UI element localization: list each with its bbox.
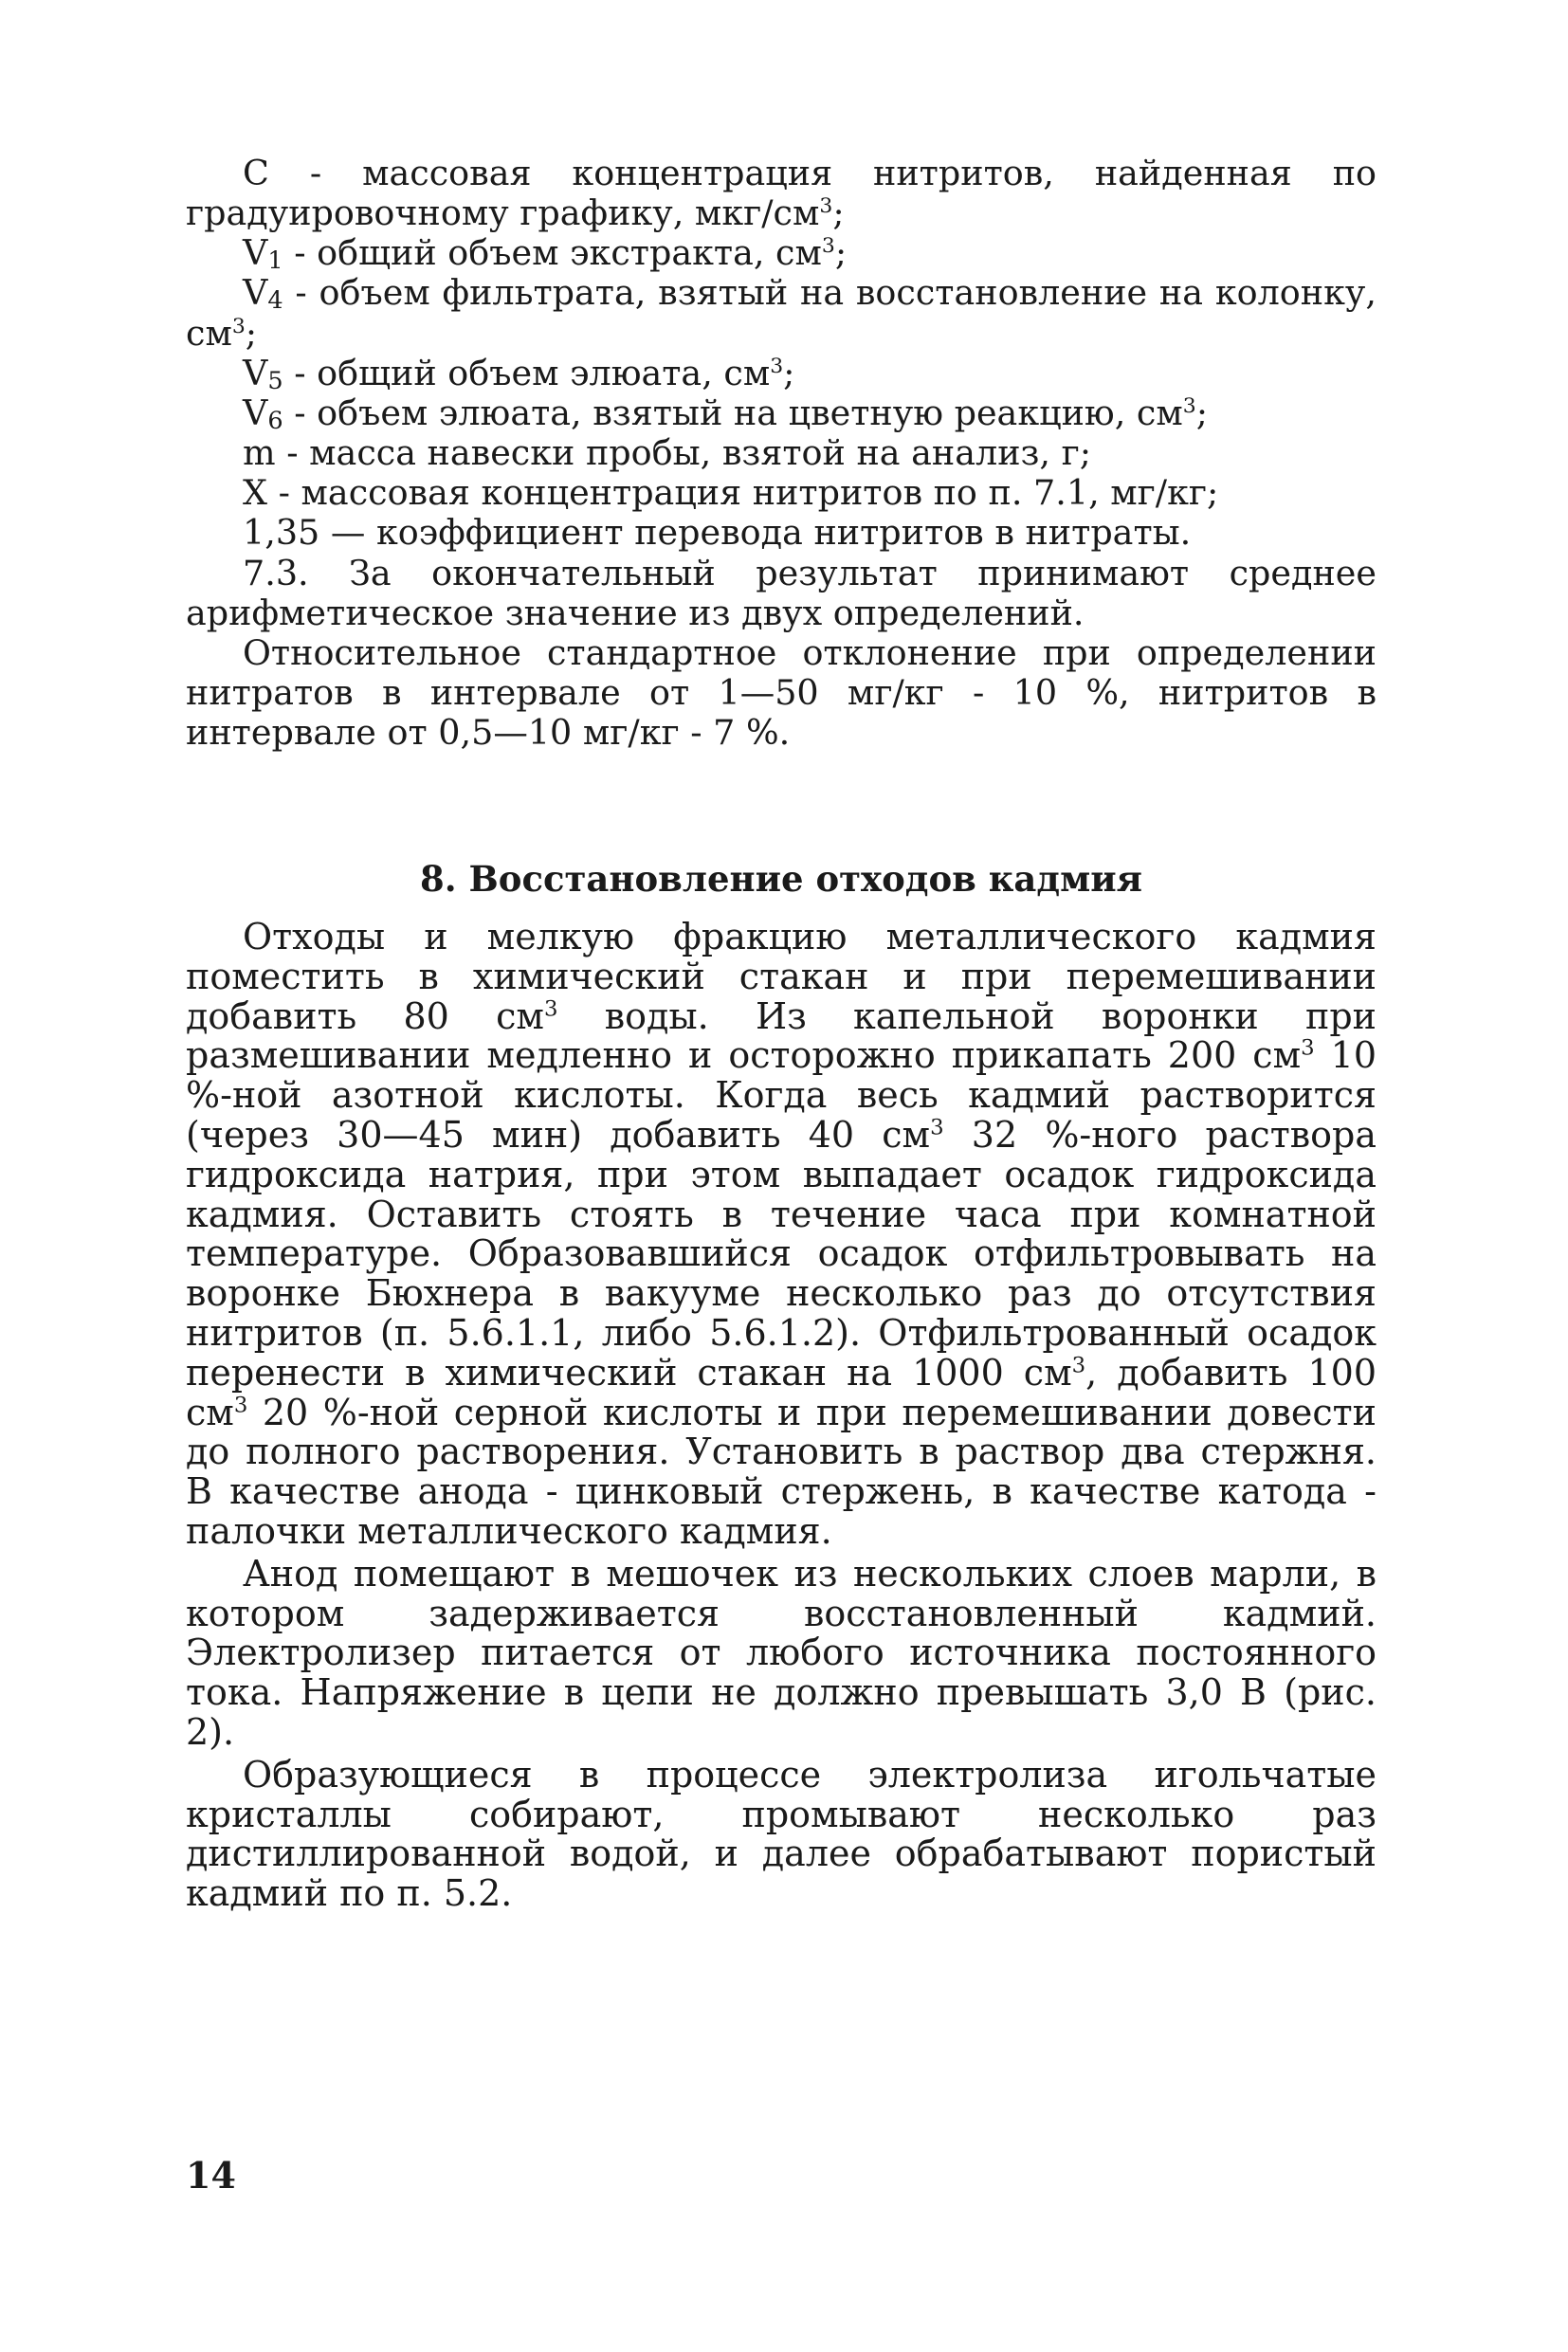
section-body [186,918,1377,1917]
section-paragraph-3: Образующиеся в процессе электролиза игольчатые кристаллы собирают, промывают несколько раз дистиллированной водой, и далее обрабатывают пористый кадмий по п. 5.2. [186,1753,1377,1915]
definition-c: C - массовая концентрация нитритов, найденная по градуировочному графику, мкг/$см^3$; [186,153,1377,234]
definition-x: X - массовая концентрация нитритов по п. 7.1, мг/кг; [243,472,1219,514]
definition-m: m - масса навески пробы, взятой на анализ, г; [243,432,1092,474]
definition-v5: $V_5$ - общий объем элюата, $см^3$; [243,352,795,395]
section-title: 8. Восстановление отходов кадмия [419,858,1142,900]
deviation-paragraph: Относительное стандартное отклонение при определении нитратов в интервале от 1—50 мг/кг - 10 %, нитритов в интервале от 0,5—10 мг/кг - 7 %. [186,631,1377,754]
page-number: 14 [186,2154,236,2197]
definition-v4: $V_4$ - объем фильтрата, взятый на восстановление на колонку, $см^3$; [186,272,1377,354]
definition-v6: $V_6$ - объем элюата, взятый на цветную реакцию, $см^3$; [243,392,1208,435]
definition-coefficient: 1,35 — коэффициент перевода нитритов в нитраты. [243,512,1192,554]
section-paragraph-2: Анод помещают в мешочек из нескольких слоев марли, в котором задерживается восстановленный кадмий. Электролизер питается от любого источника постоянного тока. Напряжение в цепи не должно превышать 3,0 В (рис. 2). [186,1552,1377,1753]
clause-7-3: 7.3. За окончательный результат принимают среднее арифметическое значение из двух определений. [186,552,1377,633]
definition-v1: $V_1$ - общий объем экстракта, $см^3$; [243,232,848,276]
definitions-block [186,154,1377,753]
section-paragraph-1: Отходы и мелкую фракцию металлического кадмия поместить в химический стакан и при перемешивании добавить 80 $см^3$ воды. Из капельной воронки при размешивании медленно и осторожно прикапать 200 $см^3$ 10 %-ной азотной кислоты. Когда весь кадмий растворится (через 30—45 мин) добавить 40 $см^3$ 32 %-ного раствора гидроксида натрия, при этом выпадает осадок гидроксида кадмия. Оставить стоять в течение часа при комнатной температуре. Образовавшийся осадок отфильтровывать на воронке Бюхнера в вакууме несколько раз до отсутствия нитритов (п. 5.6.1.1, либо 5.6.1.2). Отфильтрованный осадок перенести в химический стакан на 1000 $см^3$, добавить 100 $см^3$ 20 %-ной серной кислоты и при перемешивании довести до полного растворения. Установить в раствор два стержня. В качестве анода - цинковый стержень, в качестве катода - палочки металлического кадмия. [186,916,1377,1552]
